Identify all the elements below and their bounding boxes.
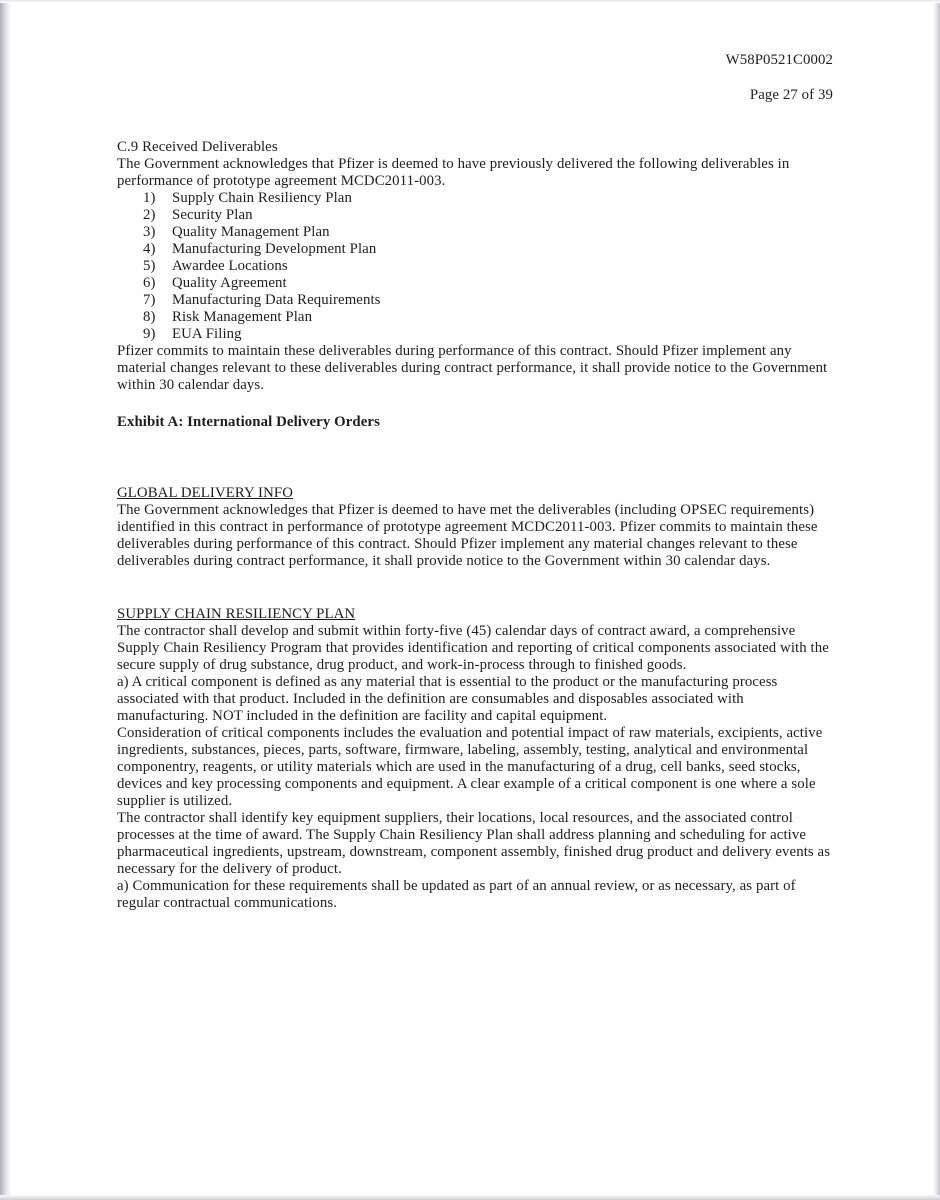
supply-chain-paragraph-1: The contractor shall develop and submit within forty-five (45) calendar days of contract award, a comprehensive Supply Chain Resiliency Program that provides identification and reporting of critical components associated with the secure supply of drug substance, drug product, and work-in-process through to finished goods. bbox=[117, 623, 829, 673]
list-item-label: Security Plan bbox=[172, 207, 253, 223]
list-item-number: 2) bbox=[143, 207, 156, 223]
list-item bbox=[143, 275, 833, 292]
contract-number: W58P0521C0002 bbox=[725, 52, 833, 68]
list-item bbox=[143, 241, 833, 258]
page-edge-left bbox=[0, 0, 11, 1200]
supply-chain-paragraph-3: Consideration of critical components includes the evaluation and potential impact of raw materials, excipients, active ingredients, substances, pieces, parts, software, firmware, labeling, assembly, testing, analytical and environmental componentry, reagents, or utility materials which are used in the manufacturing of a drug, cell banks, seed stocks, devices and key processing components and equipment. A clear example of a critical component is one where a sole supplier is utilized. bbox=[117, 725, 823, 809]
list-item-number: 3) bbox=[143, 224, 156, 240]
list-item bbox=[143, 207, 833, 224]
list-item-label: Supply Chain Resiliency Plan bbox=[172, 190, 352, 206]
list-item-label: Manufacturing Data Requirements bbox=[172, 292, 381, 308]
supply-chain-resiliency-heading: SUPPLY CHAIN RESILIENCY PLAN bbox=[117, 606, 356, 622]
list-item bbox=[143, 258, 833, 275]
list-item-number: 9) bbox=[143, 326, 156, 342]
supply-chain-paragraph-5: a) Communication for these requirements shall be updated as part of an annual review, or as necessary, as part of regular contractual communications. bbox=[117, 878, 796, 911]
list-item-label: Manufacturing Development Plan bbox=[172, 241, 377, 257]
list-item bbox=[143, 309, 833, 326]
list-item-number: 6) bbox=[143, 275, 156, 291]
list-item-number: 1) bbox=[143, 190, 156, 206]
section-heading-received-deliverables: C.9 Received Deliverables bbox=[117, 139, 278, 155]
document-content bbox=[117, 0, 833, 912]
global-delivery-info-heading: GLOBAL DELIVERY INFO bbox=[117, 485, 293, 501]
intro-paragraph: The Government acknowledges that Pfizer is deemed to have previously delivered the following deliverables in performance of prototype agreement MCDC2011-003. bbox=[117, 156, 790, 189]
list-item-label: Quality Agreement bbox=[172, 275, 287, 291]
list-item-label: Quality Management Plan bbox=[172, 224, 330, 240]
global-delivery-paragraph: The Government acknowledges that Pfizer is deemed to have met the deliverables (including OPSEC requirements) identified in this contract in performance of prototype agreement MCDC2011-003. Pfizer commits to maintain these deliverables during performance of this contract. Should Pfizer implement any material changes relevant to these deliverables during contract performance, it shall provide notice to the Government within 30 calendar days. bbox=[117, 502, 818, 569]
list-item-number: 4) bbox=[143, 241, 156, 257]
page-edge-right bbox=[933, 0, 940, 1200]
list-item bbox=[143, 190, 833, 207]
list-item-label: Risk Management Plan bbox=[172, 309, 313, 325]
page-number: Page 27 of 39 bbox=[749, 87, 833, 103]
deliverables-list bbox=[117, 190, 833, 343]
list-item-label: Awardee Locations bbox=[172, 258, 288, 274]
list-item-number: 5) bbox=[143, 258, 156, 274]
list-item-label: EUA Filing bbox=[172, 326, 242, 342]
page-edge-bottom bbox=[0, 1195, 940, 1200]
list-item bbox=[143, 292, 833, 309]
exhibit-a-heading: Exhibit A: International Delivery Orders bbox=[117, 414, 380, 430]
document-header bbox=[117, 52, 833, 104]
commitment-paragraph: Pfizer commits to maintain these deliverables during performance of this contract. Should Pfizer implement any material changes relevant to these deliverables during contract performance, it shall provide notice to the Government within 30 calendar days. bbox=[117, 343, 828, 393]
supply-chain-paragraph-2: a) A critical component is defined as any material that is essential to the product or the manufacturing process associated with that product. Included in the definition are consumables and disposables associated with manufacturing. NOT included in the definition are facility and capital equipment. bbox=[117, 674, 778, 724]
list-item-number: 7) bbox=[143, 292, 156, 308]
list-item bbox=[143, 326, 833, 343]
list-item bbox=[143, 224, 833, 241]
list-item-number: 8) bbox=[143, 309, 156, 325]
supply-chain-paragraph-4: The contractor shall identify key equipment suppliers, their locations, local resources, and the associated control processes at the time of award. The Supply Chain Resiliency Plan shall address planning and scheduling for active pharmaceutical ingredients, upstream, downstream, component assembly, finished drug product and delivery events as necessary for the delivery of product. bbox=[117, 810, 831, 877]
